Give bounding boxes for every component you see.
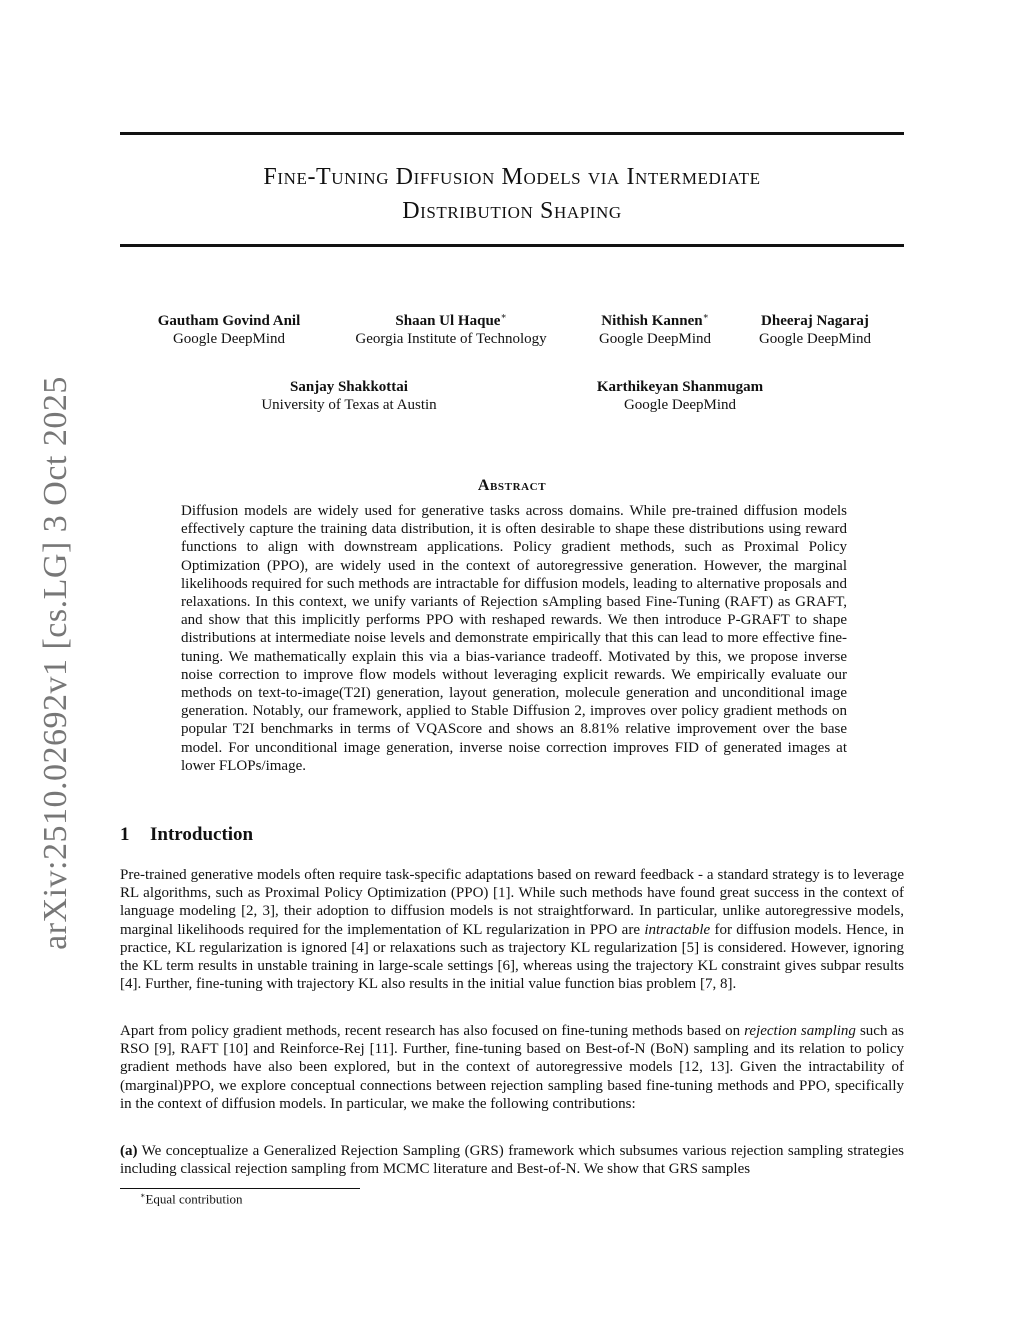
author-block	[355, 307, 546, 348]
author-affiliation: Google DeepMind	[623, 397, 737, 413]
author-affiliation: Georgia Institute of Technology	[355, 331, 547, 347]
author-affiliation: Google DeepMind	[598, 331, 712, 347]
abstract-heading: Abstract	[477, 477, 547, 494]
title-line-2: Distribution Shaping	[402, 198, 622, 224]
paragraph-text: Pre-trained generative models often require task-specific adaptations based on reward feedback - a standard strategy is to leverage RL algorithms, such as Proximal Policy Optimization (PPO) [1]. While such methods have found great success in the context of language modeling [2, 3], their adoption to diffusion models is not straightforward. In particular, unlike autoregressive models, marginal likelihoods required for the implementation of KL regularization in PPO are	[120, 867, 904, 938]
paragraph-text: Apart from policy gradient methods, recent research has also focused on fine-tuning methods based on	[120, 1023, 745, 1039]
contribution-label: (a)	[120, 1143, 138, 1159]
author-affiliation: University of Texas at Austin	[261, 397, 437, 413]
author-affiliation: Google DeepMind	[172, 331, 286, 347]
author-block	[597, 373, 763, 414]
author-affiliation: Google DeepMind	[758, 331, 872, 347]
paper-title	[120, 160, 904, 228]
contribution-item-a	[120, 1142, 904, 1178]
author-name: Dheeraj Nagaraj	[761, 313, 869, 329]
author-block	[759, 307, 871, 348]
paragraph-text: We conceptualize a Generalized Rejection Sampling (GRS) framework which subsumes various rejection sampling strategies including classical rejection sampling from MCMC literature and Best-of-N. We show that GRS samples	[120, 1143, 904, 1178]
emphasis-text: rejection sampling	[744, 1023, 856, 1039]
footnote-rule	[120, 1188, 360, 1189]
author-name: Shaan Ul Haque	[395, 313, 501, 329]
author-name: Karthikeyan Shanmugam	[596, 379, 764, 395]
title-rule-top	[120, 132, 904, 135]
footnote-mark: ∗	[140, 1191, 146, 1200]
author-name: Gautham Govind Anil	[157, 313, 301, 329]
section-number: 1	[120, 824, 130, 845]
section-title: Introduction	[150, 824, 254, 845]
paragraph-text: such as RSO [9], RAFT [10] and Reinforce-Rej [11]. Further, fine-tuning based on Best-of-N (BoN) sampling and its relation to policy gradient methods have also been explored, but in the context of autoregressive models [12, 13]. Given the intractability of (marginal)PPO, we explore conceptual connections between rejection sampling based fine-tuning methods and PPO, specifically in the context of diffusion models. In particular, we make the following contributions:	[120, 1023, 905, 1112]
author-block	[158, 307, 301, 348]
author-name: Sanjay Shakkottai	[290, 379, 408, 395]
footnote	[140, 1191, 243, 1207]
author-mark: ∗	[702, 311, 709, 321]
author-block	[599, 307, 711, 348]
title-rule-bottom	[120, 244, 904, 247]
intro-paragraph-1	[120, 866, 904, 993]
author-name: Nithish Kannen	[601, 313, 703, 329]
author-block	[261, 373, 436, 414]
author-mark: ∗	[500, 311, 507, 321]
intro-paragraph-2	[120, 1022, 904, 1113]
paragraph-text: for diffusion models. Hence, in practice, KL regularization is ignored [4] or relaxations such as trajectory KL regularization [5] is considered. However, ignoring the KL term results in unstable training in large-scale settings [6], whereas using the trajectory KL constraint gives subpar results [4]. Further, fine-tuning with trajectory KL also results in the initial value function bias problem [7, 8].	[120, 921, 904, 993]
emphasis-text: intractable	[644, 921, 711, 938]
footnote-text: Equal contribution	[145, 1191, 243, 1207]
title-line-1: Fine-Tuning Diffusion Models via Intermediate	[263, 164, 761, 190]
arxiv-identifier: arXiv:2510.02692v1 [cs.LG] 3 Oct 2025	[37, 376, 74, 950]
section-heading	[120, 824, 253, 846]
abstract-text: Diffusion models are widely used for generative tasks across domains. While pre-trained diffusion models effectively capture the training data distribution, it is often desirable to shape these distributions using reward functions to align with downstream applications. Policy gradient methods, such as Proximal Policy Optimization (PPO), are widely used in the context of autoregressive generation. However, the marginal likelihoods required for such methods are intractable for diffusion models, leading to alternative proposals and relaxations. In this context, we unify variants of Rejection sAmpling based Fine-Tuning (RAFT) as GRAFT, and show that this implicitly performs PPO with reshaped rewards. We then introduce P-GRAFT to shape distributions at intermediate noise levels and demonstrate empirically that this can lead to more effective fine-tuning. We mathematically explain this via a bias-variance tradeoff. Motivated by this, we propose inverse noise correction to improve flow models without leveraging explicit rewards. We empirically evaluate our methods on text-to-image(T2I) generation, layout generation, molecule generation and unconditional image generation. Notably, our framework, applied to Stable Diffusion 2, improves over policy gradient methods on popular T2I benchmarks in terms of VQAScore and shows an 8.81% relative improvement over the base model. For unconditional image generation, inverse noise correction improves FID of generated images at lower FLOPs/image.	[181, 503, 847, 774]
